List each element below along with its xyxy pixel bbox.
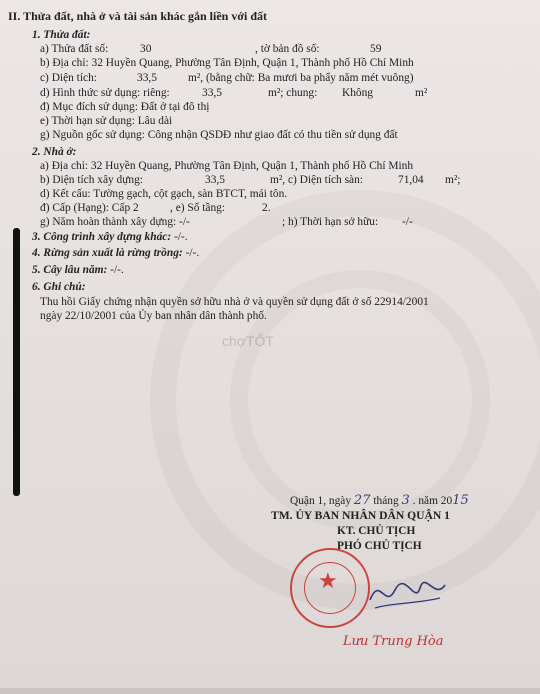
land-heading: 1. Thửa đất:	[32, 29, 91, 41]
forest-label: 4. Rừng sản xuất là rừng trồng:	[32, 247, 183, 259]
signing-date	[290, 494, 469, 508]
land-area-words: m², (bằng chữ: Ba mươi ba phẩy năm mét vuông)	[188, 72, 414, 84]
land-usage-unit: m²	[415, 87, 428, 99]
signature-scribble	[360, 570, 450, 620]
house-address: a) Địa chỉ: 32 Huyền Quang, Phường Tân Định, Quận 1, Thành phố Hồ Chí Minh	[40, 160, 414, 172]
watermark-text: chợTỐT	[222, 333, 274, 349]
date-month-label: tháng	[373, 495, 399, 507]
land-usage-private: 33,5	[202, 87, 222, 99]
land-a-value: 30	[140, 43, 152, 55]
signer-title: PHÓ CHỦ TỊCH	[337, 540, 422, 552]
land-map-value: 59	[370, 43, 382, 55]
date-prefix: Quận 1, ngày	[290, 495, 352, 507]
land-usage-common-value: Không	[342, 87, 374, 99]
perennial-label: 5. Cây lâu năm:	[32, 264, 108, 276]
date-day: 27	[353, 493, 371, 508]
scan-edge-bar	[13, 228, 20, 496]
land-term: e) Thời hạn sử dụng: Lâu dài	[40, 115, 173, 127]
house-grade: đ) Cấp (Hạng): Cấp 2	[40, 202, 139, 214]
signer-on-behalf: KT. CHỦ TỊCH	[337, 525, 416, 537]
house-completion-year: g) Năm hoàn thành xây dựng: -/-	[40, 216, 190, 228]
house-floors-value: 2.	[262, 202, 271, 214]
land-area-label: c) Diện tích:	[40, 72, 97, 84]
house-ownership-term-value: -/-	[402, 216, 413, 228]
section-title: II. Thửa đất, nhà ở và tài sản khác gắn liền với đất	[8, 9, 268, 23]
perennial	[32, 264, 124, 277]
date-year-label: . năm 20	[412, 495, 453, 507]
house-build-area-value: 33,5	[205, 174, 225, 186]
land-usage-common-label: m²; chung:	[268, 87, 318, 99]
land-map-label: , tờ bản đồ số:	[255, 43, 320, 55]
other-construction-label: 3. Công trình xây dựng khác:	[32, 231, 172, 243]
house-build-area-label: b) Diện tích xây dựng:	[40, 174, 143, 186]
date-month: 3	[401, 493, 410, 508]
land-area-value: 33,5	[137, 72, 157, 84]
page-bottom-edge	[0, 688, 540, 694]
date-year: 15	[452, 493, 469, 508]
land-purpose: đ) Mục đích sử dụng: Đất ở tại đô thị	[40, 101, 210, 113]
house-ownership-term-label: ; h) Thời hạn sở hữu:	[282, 216, 379, 228]
house-floors-label: , e) Số tầng:	[170, 202, 226, 214]
land-origin: g) Nguồn gốc sử dụng: Công nhận QSDĐ như giao đất có thu tiền sử dụng đất	[40, 129, 398, 141]
background-emblem-inner	[230, 270, 490, 530]
other-construction-value: -/-.	[173, 231, 188, 243]
official-stamp	[290, 548, 370, 628]
signer-name: Lưu Trung Hòa	[343, 634, 444, 649]
forest-value: -/-.	[185, 247, 200, 259]
perennial-value: -/-.	[110, 264, 124, 276]
other-construction	[32, 231, 188, 244]
notes-line-1: Thu hồi Giấy chứng nhận quyền sở hữu nhà ở và quyền sử dụng đất ở số 22914/2001	[40, 296, 429, 308]
land-a-label: a) Thửa đất số:	[40, 43, 109, 55]
house-heading: 2. Nhà ở:	[32, 146, 77, 158]
house-floor-area-unit: m²;	[445, 174, 461, 186]
signer-org: TM. ỦY BAN NHÂN DÂN QUẬN 1	[271, 509, 450, 522]
house-floor-area-label: m², c) Diện tích sàn:	[270, 174, 363, 186]
notes-heading: 6. Ghi chú:	[32, 281, 86, 293]
house-structure: d) Kết cấu: Tường gạch, cột gạch, sàn BTCT, mái tôn.	[40, 188, 288, 200]
notes-line-2: ngày 22/10/2001 của Ủy ban nhân dân thành phố.	[40, 310, 267, 322]
stamp-star-icon: ★	[318, 568, 338, 593]
house-floor-area-value: 71,04	[398, 174, 424, 186]
forest	[32, 247, 199, 260]
land-address: b) Địa chỉ: 32 Huyền Quang, Phường Tân Định, Quận 1, Thành phố Hồ Chí Minh	[40, 57, 414, 69]
land-usage-form-label: d) Hình thức sử dụng: riêng:	[40, 87, 170, 99]
